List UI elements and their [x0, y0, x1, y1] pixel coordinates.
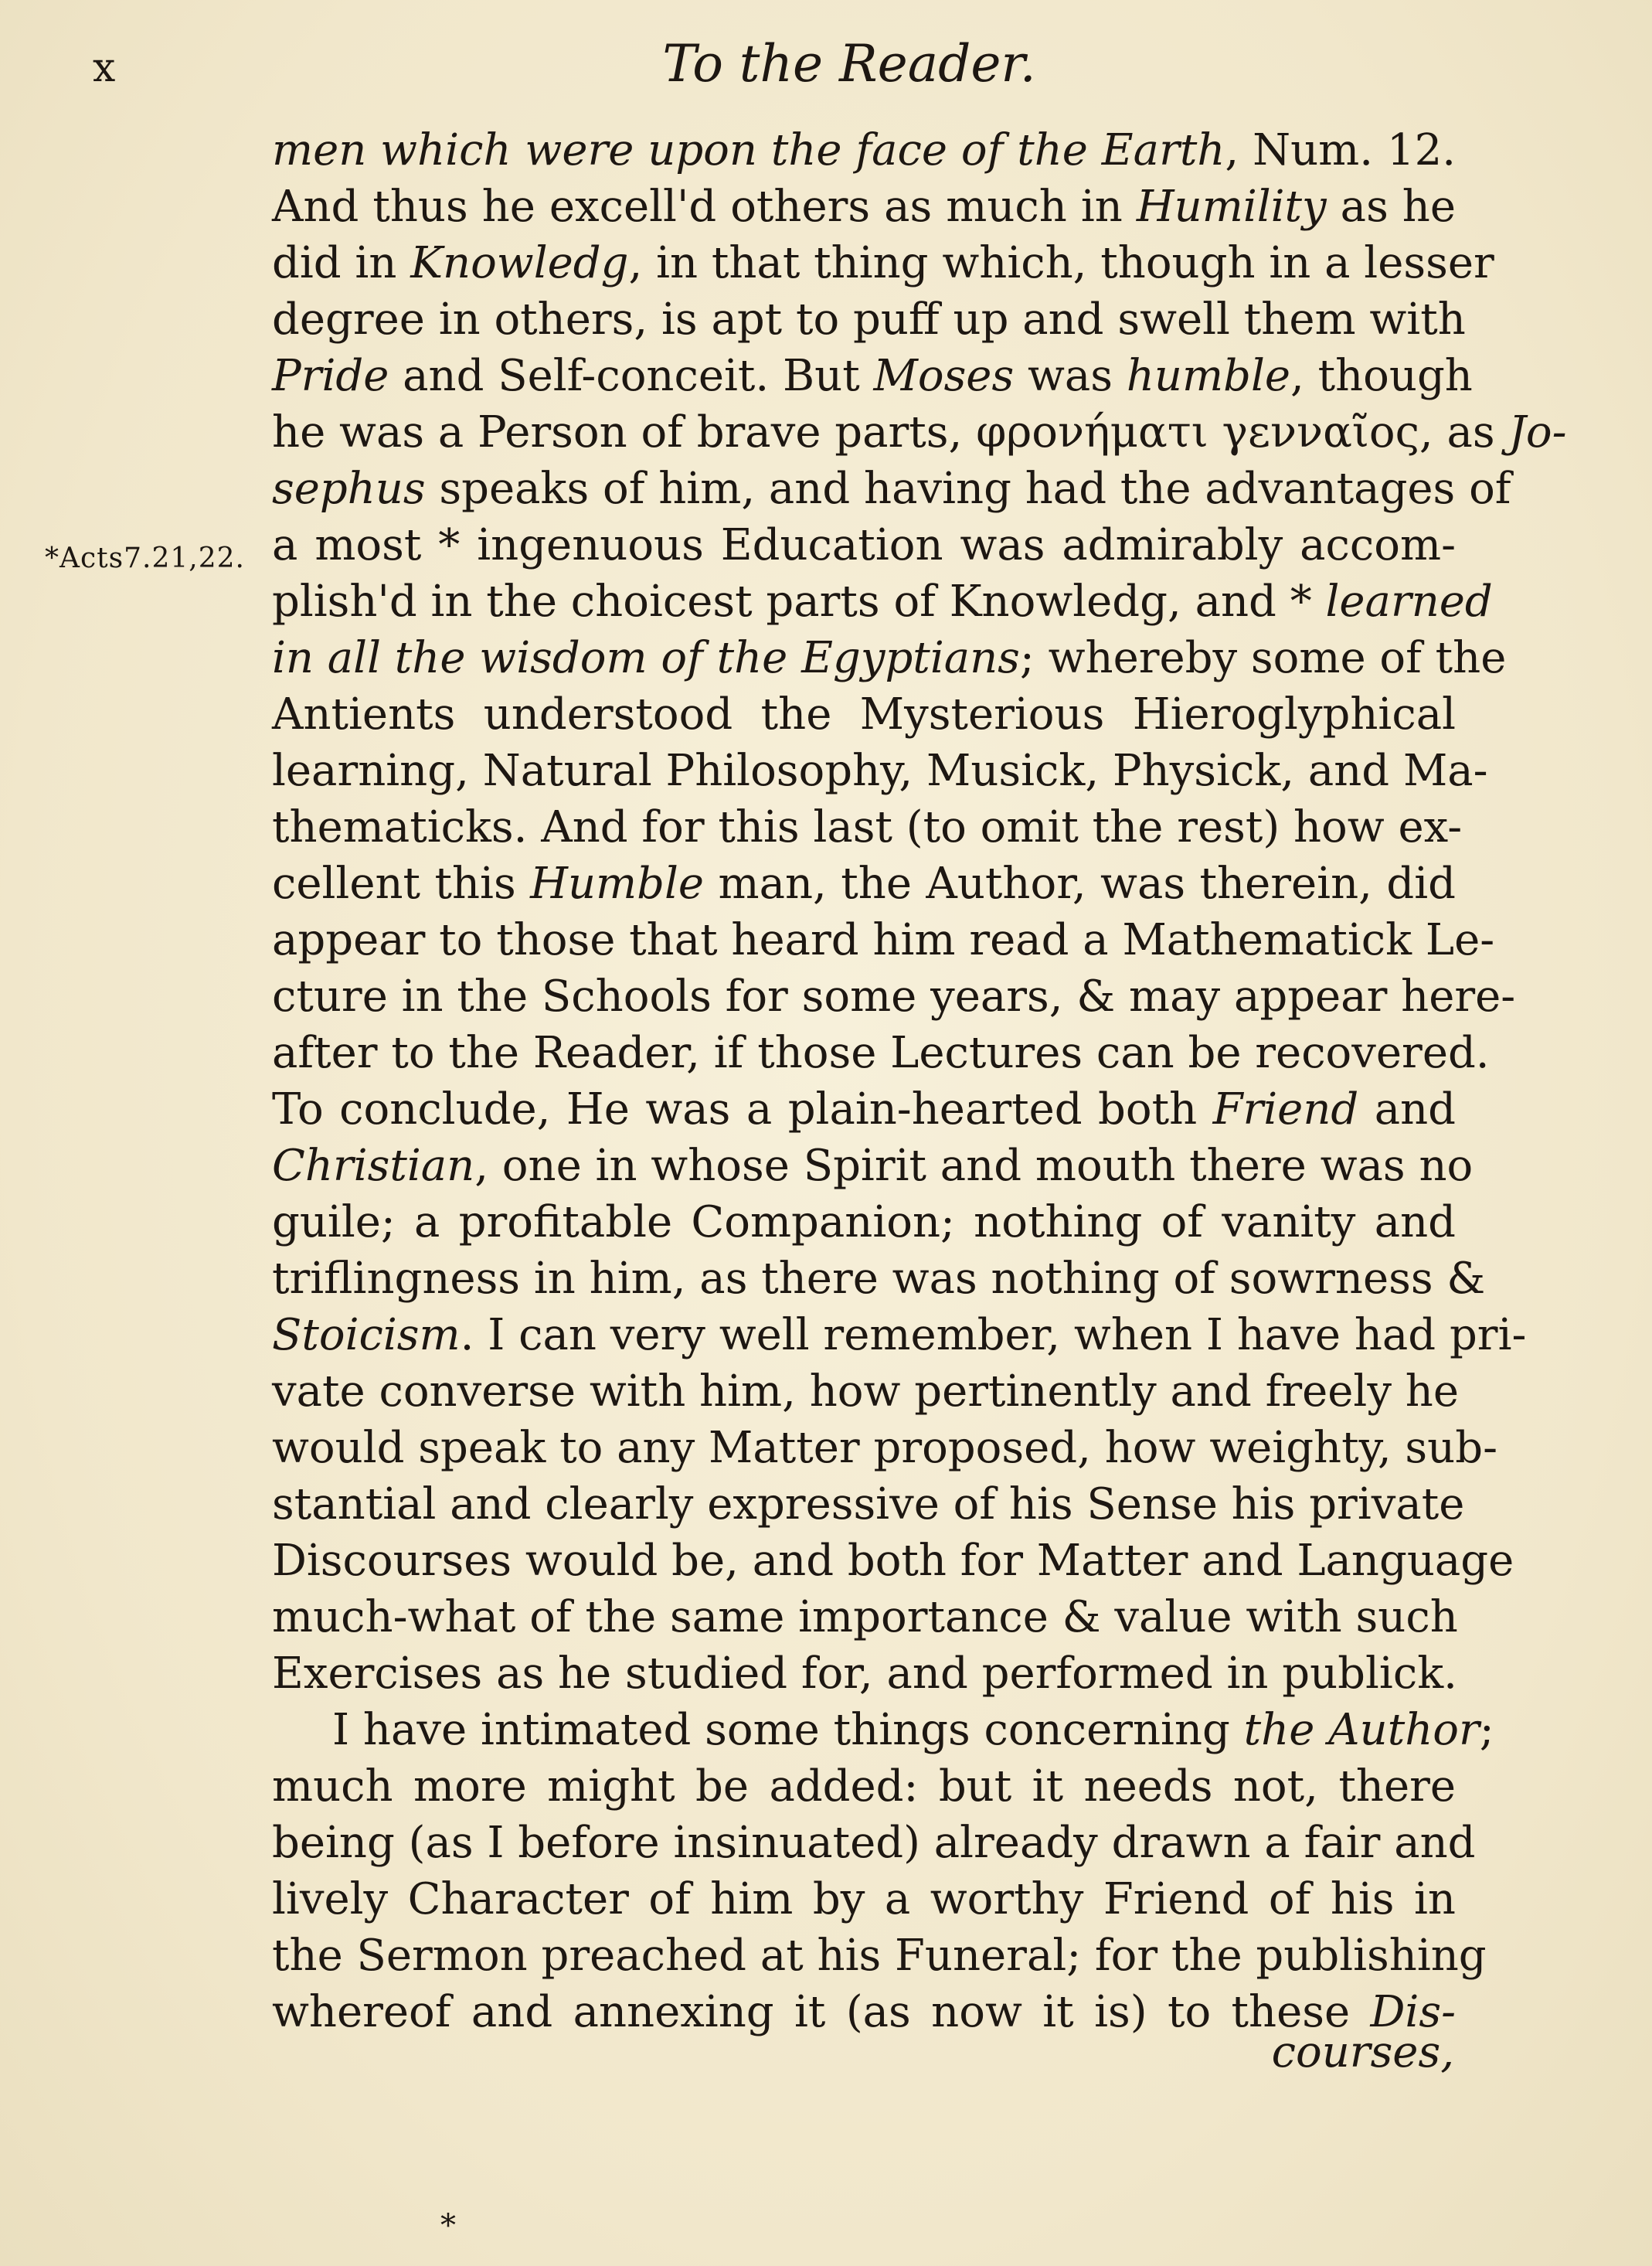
roman-text: Discourses would be, and both for Matter and Language [272, 1536, 1514, 1586]
roman-text: I have intimated some things concerning [332, 1705, 1244, 1755]
roman-text: , in that thing which, though in a lesser [628, 238, 1494, 288]
text-line [272, 1025, 1490, 1081]
text-line [272, 1815, 1476, 1871]
roman-text: man, the Author, was therein, did [704, 859, 1456, 909]
roman-text: after to the Reader, if those Lectures can be recovered. [272, 1028, 1490, 1078]
italic-text: Humility [1136, 182, 1327, 232]
text-line [272, 1758, 1456, 1815]
marginal-note: *Acts7.21,22. [45, 543, 245, 574]
roman-text: guile; a profitable Companion; nothing of vanity and [272, 1197, 1456, 1247]
italic-text: in all the wisdom of the Egyptians [272, 633, 1020, 683]
text-line [272, 1645, 1456, 1702]
text-line [272, 1589, 1456, 1645]
text-line [272, 348, 1473, 404]
text-line [272, 1927, 1487, 1984]
text-line [272, 968, 1516, 1025]
roman-text: was [1014, 351, 1127, 401]
text-line [272, 686, 1456, 743]
roman-text: plish'd in the choicest parts of Knowledg, and * [272, 577, 1326, 627]
roman-text: as he [1326, 182, 1457, 232]
roman-text: Exercises as he studied for, and performed in publick. [272, 1648, 1457, 1699]
roman-text: . I can very well remember, when I have had pri- [460, 1310, 1527, 1360]
text-line [272, 461, 1511, 517]
text-line [272, 235, 1494, 291]
roman-text: , one in whose Spirit and mouth there was no [474, 1141, 1474, 1191]
italic-text: learned [1325, 577, 1493, 627]
text-line [272, 404, 1567, 461]
roman-text: did in [272, 238, 411, 288]
body-text [272, 122, 1567, 2040]
text-line [272, 1307, 1527, 1363]
roman-text: stantial and clearly expressive of his Sense his private [272, 1479, 1465, 1529]
italic-text: Christian [272, 1141, 475, 1191]
italic-text: Knowledg [410, 238, 629, 288]
italic-text: the Author [1243, 1705, 1480, 1755]
italic-text: sephus [272, 464, 426, 514]
text-line [272, 1871, 1456, 1927]
page-number: x [93, 45, 116, 91]
roman-text: being (as I before insinuated) already drawn a fair and [272, 1818, 1476, 1868]
text-line [272, 573, 1493, 630]
italic-text: Dis- [1370, 1987, 1456, 2037]
roman-text: the Sermon preached at his Funeral; for the publishing [272, 1931, 1487, 1981]
catchword: courses, [1271, 2027, 1454, 2077]
roman-text: vate converse with him, how pertinently and freely he [272, 1366, 1459, 1417]
roman-text: degree in others, is apt to puff up and swell them with [272, 294, 1466, 345]
italic-text: Friend [1212, 1084, 1359, 1135]
roman-text: much-what of the same importance & value with such [272, 1592, 1458, 1642]
roman-text: , though [1290, 351, 1473, 401]
text-line [272, 291, 1466, 348]
text-line [272, 1702, 1494, 1758]
roman-text: triflingness in him, as there was nothing of sowrness & [272, 1254, 1486, 1304]
text-line [272, 1476, 1465, 1533]
text-line [272, 630, 1507, 686]
roman-text: lively Character of him by a worthy Friend of his in [272, 1874, 1456, 1924]
roman-text: To conclude, He was a plain-hearted both [272, 1084, 1213, 1135]
roman-text: appear to those that heard him read a Mathematick Le- [272, 915, 1495, 965]
roman-text: cture in the Schools for some years, & may appear here- [272, 971, 1516, 1022]
roman-text: he was a Person of brave parts, φρονήματι γενναῖος, as [272, 407, 1509, 458]
italic-text: Moses [873, 351, 1015, 401]
text-line [272, 179, 1456, 235]
text-line [272, 912, 1495, 968]
roman-text: and Self-conceit. But [389, 351, 874, 401]
text-line [272, 517, 1456, 573]
italic-text: Stoicism [272, 1310, 461, 1360]
italic-text: Pride [272, 351, 389, 401]
roman-text: speaks of him, and having had the advantages of [425, 464, 1511, 514]
text-line [272, 1081, 1456, 1138]
roman-text: , Num. 12. [1225, 125, 1456, 175]
roman-text: learning, Natural Philosophy, Musick, Physick, and Ma- [272, 746, 1488, 796]
running-head: To the Reader. [662, 34, 1036, 94]
roman-text: thematicks. And for this last (to omit the rest) how ex- [272, 802, 1463, 852]
text-line [272, 1250, 1486, 1307]
roman-text: ; whereby some of the [1019, 633, 1507, 683]
roman-text: cellent this [272, 859, 531, 909]
text-line [272, 1138, 1474, 1194]
roman-text: ; [1479, 1705, 1494, 1755]
italic-text: Humble [530, 859, 705, 909]
text-line [272, 743, 1488, 799]
roman-text: whereof and annexing it (as now it is) to these [272, 1987, 1371, 2037]
text-line [272, 856, 1456, 912]
text-line [272, 799, 1463, 856]
roman-text: much more might be added: but it needs not, there [272, 1761, 1456, 1812]
text-line [272, 1533, 1514, 1589]
roman-text: and [1358, 1084, 1456, 1135]
bottom-mark: * [440, 2208, 456, 2244]
roman-text: And thus he excell'd others as much in [272, 182, 1137, 232]
roman-text: would speak to any Matter proposed, how weighty, sub- [272, 1423, 1497, 1473]
text-line [272, 1363, 1459, 1420]
roman-text: a most * ingenuous Education was admirably accom- [272, 520, 1456, 570]
italic-text: Jo- [1508, 407, 1567, 458]
italic-text: humble [1126, 351, 1290, 401]
roman-text: Antients understood the Mysterious Hieroglyphical [272, 689, 1456, 740]
text-line [272, 1194, 1456, 1250]
text-line [272, 1420, 1497, 1476]
text-line [272, 122, 1456, 179]
italic-text: men which were upon the face of the Earth [272, 125, 1225, 175]
